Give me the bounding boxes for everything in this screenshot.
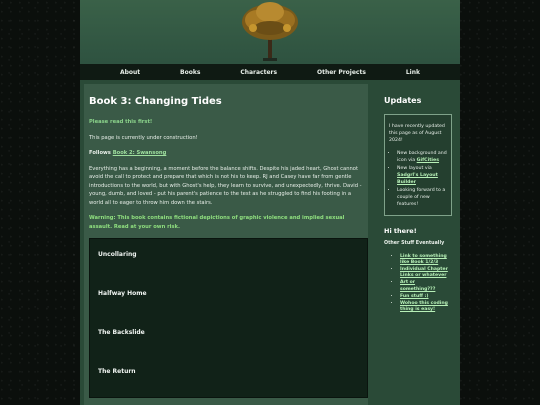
updates-list xyxy=(397,150,447,208)
list-item xyxy=(400,301,452,313)
top-nav xyxy=(80,64,460,80)
main-content xyxy=(84,84,368,405)
stuff-link[interactable]: Individual Chapter Links or whatever xyxy=(400,266,448,279)
header-banner xyxy=(80,0,460,64)
other-stuff-list xyxy=(400,254,452,314)
gifcities-link[interactable]: GifCities xyxy=(416,158,440,163)
nav-books[interactable]: Books xyxy=(180,68,201,76)
construction-note: This page is currently under construction! xyxy=(89,134,198,141)
chapter-list xyxy=(89,238,368,398)
other-stuff-heading: Other Stuff Eventually xyxy=(384,241,445,246)
sidebar xyxy=(376,84,460,405)
stuff-link[interactable]: Fun stuff :) xyxy=(400,293,429,299)
update-text: Looking forward to a couple of new features! xyxy=(397,188,446,207)
chapter-link[interactable]: Uncollaring xyxy=(98,251,137,258)
chapter-link[interactable]: Halfway Home xyxy=(98,290,147,297)
chapter-link[interactable]: The Backslide xyxy=(98,329,145,336)
hi-title: Hi there! xyxy=(384,227,417,235)
nav-other-projects[interactable]: Other Projects xyxy=(316,68,366,76)
updates-title: Updates xyxy=(384,96,422,105)
page-frame xyxy=(80,0,460,405)
follows-prefix: Follows xyxy=(89,150,113,156)
update-item xyxy=(397,150,447,164)
stuff-link[interactable]: Art or something??? xyxy=(400,280,436,292)
tree-icon xyxy=(235,0,305,64)
nav-link[interactable]: Link xyxy=(405,68,420,76)
update-item xyxy=(397,187,447,208)
read-first-link[interactable]: Please read this first! xyxy=(89,119,153,125)
update-text: New background and icon via xyxy=(397,151,447,163)
update-text: New layout via xyxy=(397,166,432,171)
updates-box xyxy=(384,114,452,216)
list-item xyxy=(400,280,452,292)
follows-line xyxy=(89,149,362,158)
update-item xyxy=(397,165,447,186)
follows-book-link[interactable]: Book 2: Swansong xyxy=(112,150,167,156)
list-item xyxy=(400,267,452,279)
list-item xyxy=(400,254,452,266)
book-summary: Everything has a beginning, a moment before the balance shifts. Despite his jaded heart, Ghost cannot avoid the call to protect and prepare that which is not his to keep. RJ and Casey have far from gentle introductions to the world, but with Ghost's help, they learn to survive, and unexpectedly, thrive. David - young, dumb, and loved - put his parent's patience to the test as he struggled to find his footing in a world all to eager to throw him down the stairs. xyxy=(89,165,362,206)
list-item xyxy=(400,294,452,300)
content-warning: Warning: This book contains fictional depictions of graphic violence and implied sexual assault. Read at your own risk. xyxy=(89,215,345,230)
stuff-link[interactable]: Link to something like Book 1/2/3 xyxy=(400,253,447,265)
updates-intro: I have recently updated this page as of August 2024! xyxy=(389,124,445,143)
page-title: Book 3: Changing Tides xyxy=(89,96,222,107)
chapter-link[interactable]: The Return xyxy=(98,368,136,375)
layout-builder-link[interactable]: Sadgrl's Layout Builder xyxy=(397,173,438,185)
nav-about[interactable]: About xyxy=(119,68,141,76)
nav-characters[interactable]: Characters xyxy=(240,68,278,76)
stuff-link[interactable]: Wohoo this coding thing is easy! xyxy=(400,300,448,313)
